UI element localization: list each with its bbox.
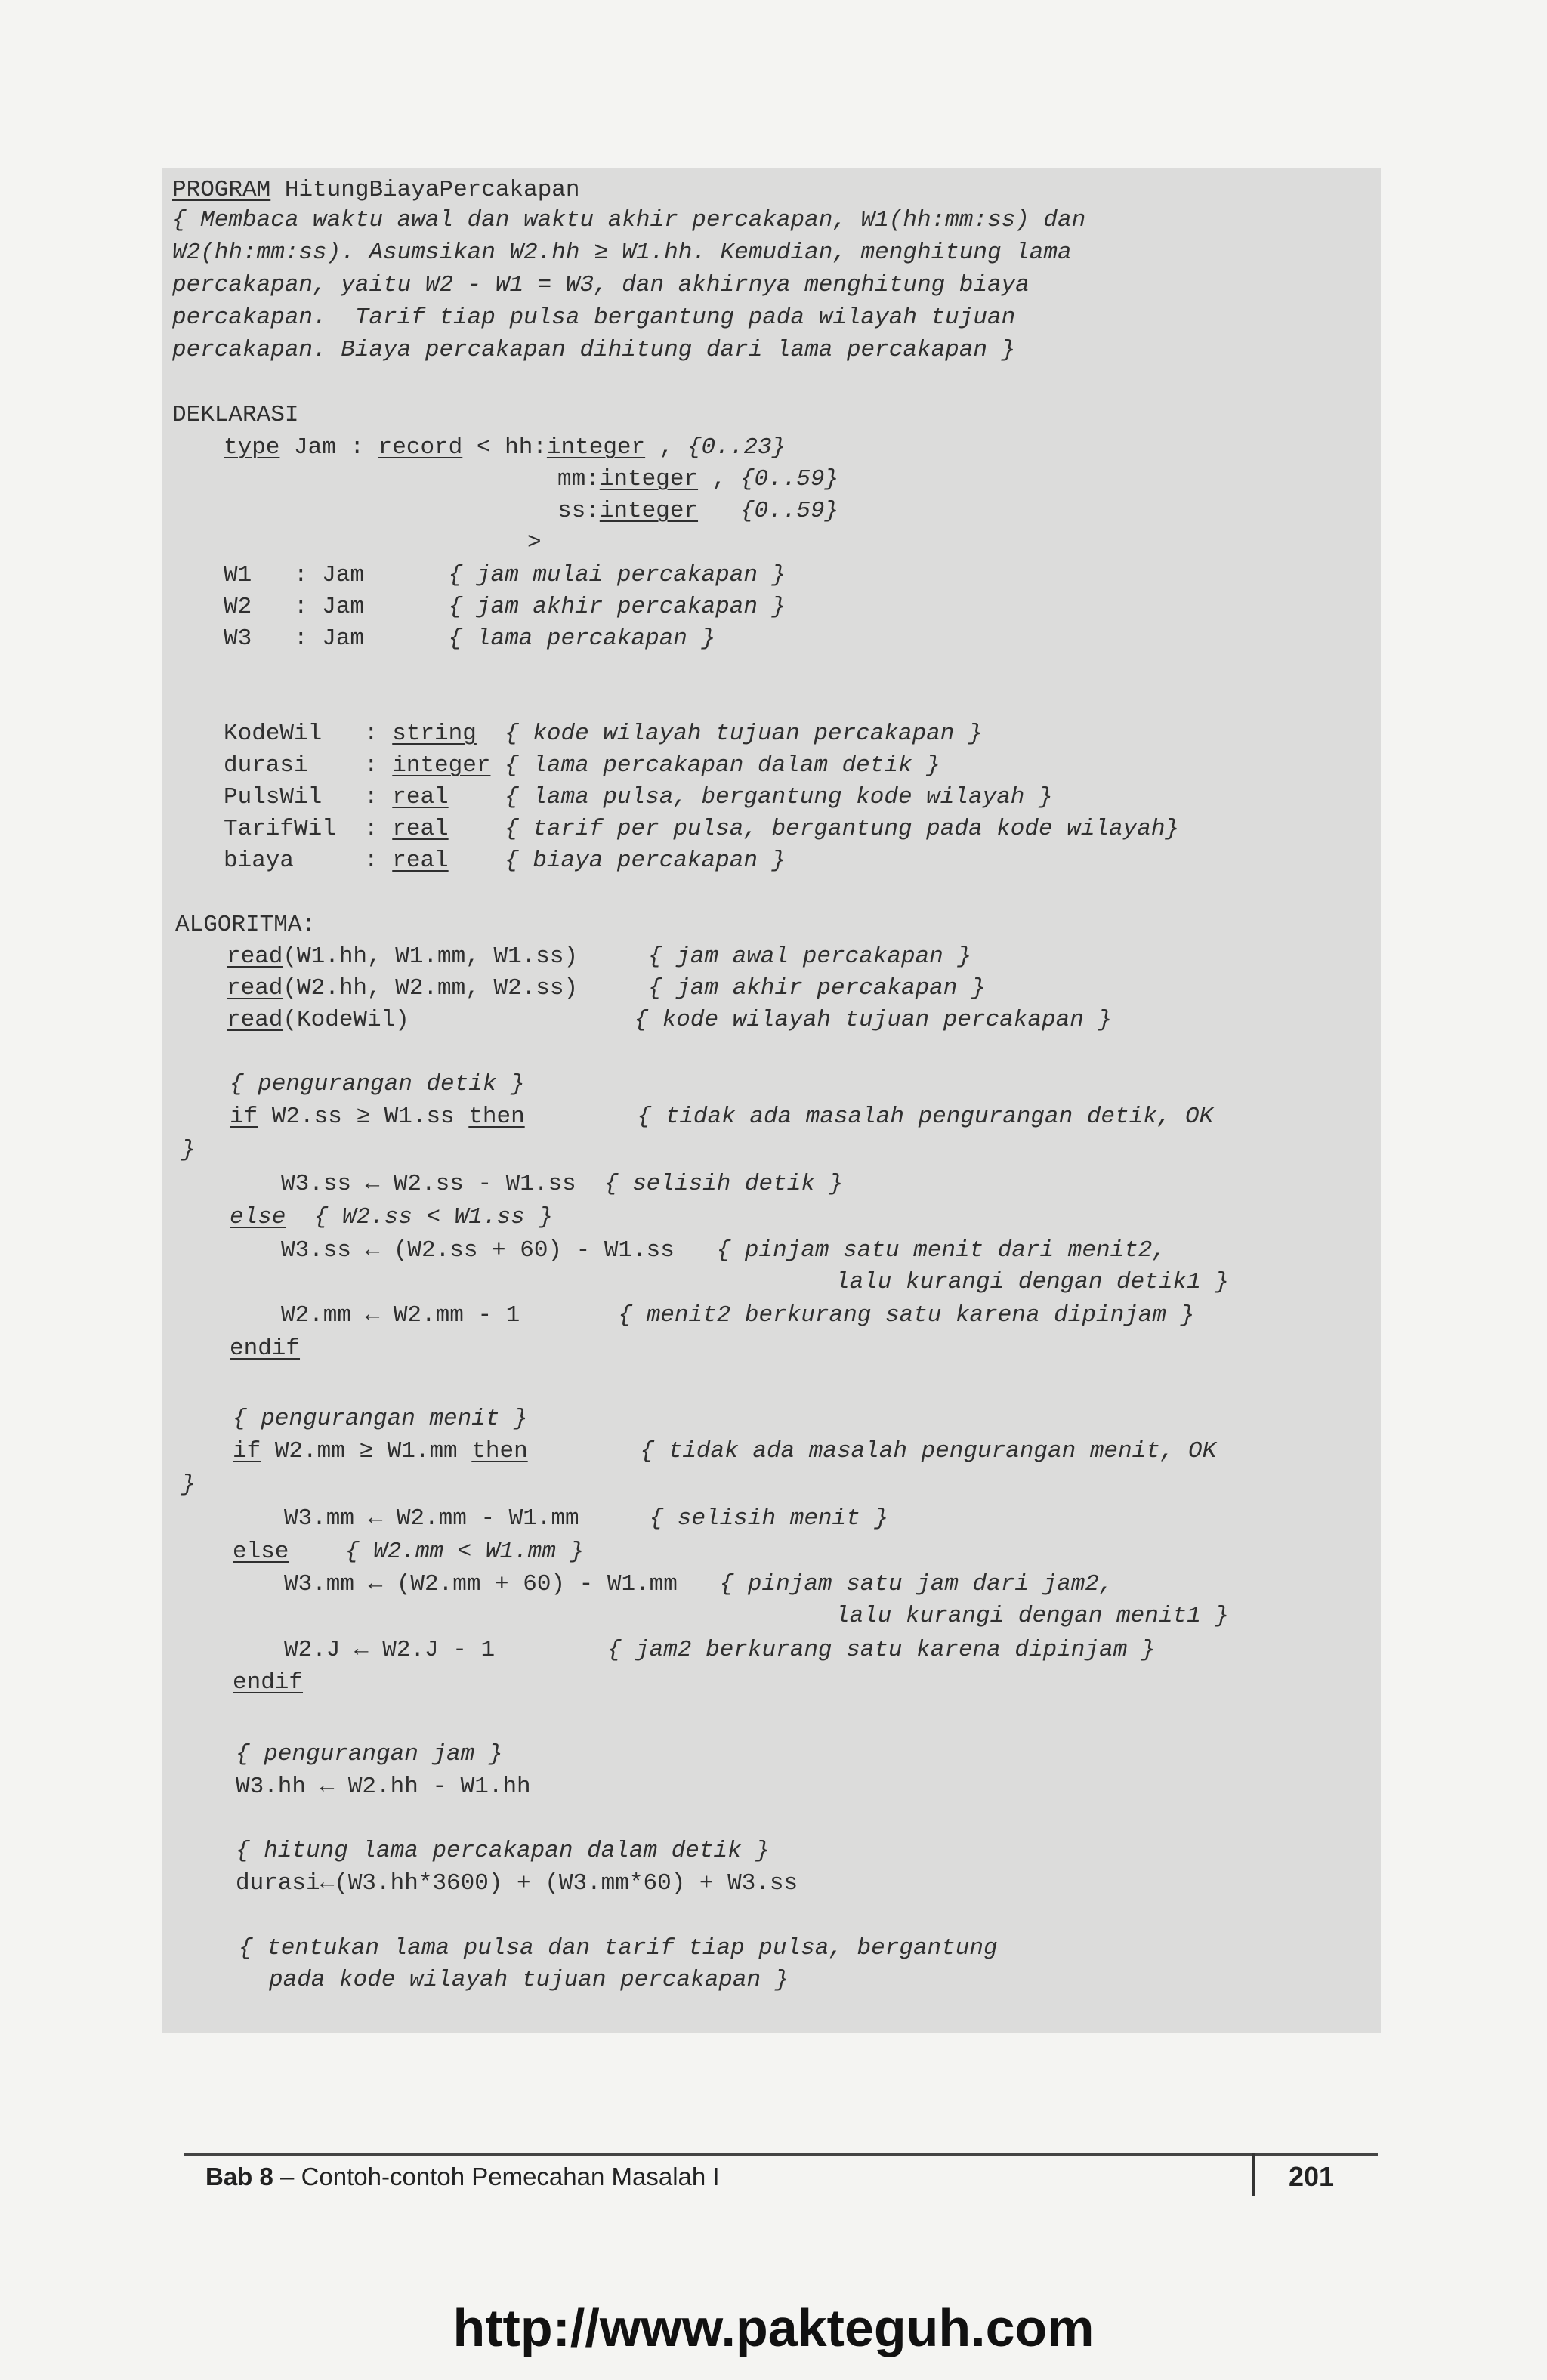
code-comment: }: [181, 1137, 196, 1163]
code-comment: { Membaca waktu awal dan waktu akhir percakapan, W1(hh:mm:ss) dan: [172, 207, 1086, 233]
code-line: [233, 1404, 528, 1434]
code-comment: { kode wilayah tujuan percakapan }: [505, 721, 983, 747]
code-line: [236, 1836, 770, 1866]
code-line: [527, 528, 542, 558]
code-text: PulsWil :: [224, 784, 393, 810]
code-line: [239, 1934, 998, 1964]
code-text: ALGORITMA:: [175, 912, 317, 938]
code-comment: percakapan, yaitu W2 - W1 = W3, dan akhirnya menghitung biaya: [172, 272, 1030, 298]
website-url: http://www.pakteguh.com: [452, 2298, 1095, 2357]
code-keyword: read: [227, 975, 283, 1002]
code-line: [835, 1267, 1229, 1298]
code-comment: { selisih detik }: [604, 1171, 844, 1197]
code-comment: { W2.ss < W1.ss }: [313, 1204, 553, 1230]
code-line: [230, 1202, 553, 1233]
code-keyword: PROGRAM: [172, 177, 271, 203]
code-text: >: [527, 529, 542, 556]
code-text: [449, 784, 505, 810]
code-comment: { menit2 berkurang satu karena dipinjam }: [618, 1302, 1195, 1329]
code-line: [233, 1668, 303, 1698]
code-line: [233, 1437, 1216, 1467]
code-comment: { pinjam satu menit dari menit2,: [716, 1237, 1166, 1264]
code-comment: {0..23}: [687, 434, 786, 461]
code-keyword: else: [233, 1539, 289, 1565]
code-text: durasi←(W3.hh*3600) + (W3.mm*60) + W3.ss: [236, 1870, 798, 1897]
code-text: [477, 721, 505, 747]
code-comment: {0..59}: [740, 466, 839, 492]
code-line: [230, 1102, 1213, 1132]
code-line: [227, 974, 986, 1004]
code-line: [233, 1537, 584, 1567]
code-text: [525, 1104, 638, 1130]
code-line: [227, 942, 971, 972]
code-comment: { pengurangan detik }: [230, 1071, 525, 1097]
code-line: [230, 1334, 300, 1364]
code-keyword: if: [233, 1438, 261, 1465]
code-keyword: integer: [599, 466, 699, 492]
code-comment: { biaya percakapan }: [505, 847, 786, 874]
code-line: [224, 592, 786, 622]
code-line: [269, 1965, 789, 1996]
code-line: [224, 433, 786, 463]
footer-separator: [1252, 2153, 1255, 2196]
code-line: [172, 175, 580, 205]
code-keyword: integer: [546, 434, 646, 461]
code-text: W2.mm ← W2.mm - 1: [281, 1302, 619, 1329]
code-keyword: integer: [599, 498, 699, 524]
code-keyword: read: [227, 943, 283, 970]
code-line: [284, 1570, 1113, 1600]
code-text: W3.ss ← (W2.ss + 60) - W1.ss: [281, 1237, 717, 1264]
code-text: [528, 1438, 641, 1465]
code-line: [227, 1005, 1112, 1036]
code-line: [281, 1169, 843, 1199]
code-keyword: type: [224, 434, 280, 461]
code-line: [224, 719, 983, 749]
code-comment: lalu kurangi dengan detik1 }: [835, 1269, 1229, 1295]
code-text: mm:: [557, 466, 600, 492]
code-comment: W2(hh:mm:ss). Asumsikan W2.hh ≥ W1.hh. Kemudian, menghitung lama: [172, 239, 1072, 266]
code-comment: { jam awal percakapan }: [648, 943, 971, 970]
code-text: W2.mm ≥ W1.mm: [261, 1438, 472, 1465]
code-line: [224, 846, 786, 876]
code-text: W3.ss ← W2.ss - W1.ss: [281, 1171, 604, 1197]
code-text: W3.hh ← W2.hh - W1.hh: [236, 1773, 531, 1800]
code-text: [286, 1204, 313, 1230]
code-line: [236, 1772, 531, 1802]
code-text: W3.mm ← W2.mm - W1.mm: [284, 1505, 650, 1532]
code-text: DEKLARASI: [172, 402, 299, 428]
code-text: TarifWil :: [224, 816, 393, 842]
code-comment: { tarif per pulsa, bergantung pada kode wilayah}: [505, 816, 1180, 842]
code-text: W3.mm ← (W2.mm + 60) - W1.mm: [284, 1571, 720, 1597]
code-comment: { jam mulai percakapan }: [448, 562, 786, 588]
code-text: W3 : Jam: [224, 625, 449, 652]
code-text: (KodeWil): [283, 1007, 635, 1033]
code-comment: { pengurangan jam }: [236, 1741, 503, 1767]
code-keyword: read: [227, 1007, 283, 1033]
code-line: [224, 624, 715, 654]
code-comment: {0..59}: [740, 498, 839, 524]
code-line: [175, 910, 316, 940]
code-text: [449, 847, 505, 874]
code-comment: lalu kurangi dengan menit1 }: [835, 1603, 1229, 1629]
code-text: W2 : Jam: [224, 594, 449, 620]
code-line: [181, 1135, 196, 1165]
code-line: [284, 1635, 1155, 1665]
code-text: [289, 1539, 344, 1565]
code-line: [835, 1601, 1229, 1631]
code-line: [172, 238, 1072, 268]
code-comment: { lama percakapan }: [448, 625, 716, 652]
code-keyword: else: [230, 1204, 286, 1230]
code-comment: { jam akhir percakapan }: [448, 594, 786, 620]
code-keyword: integer: [392, 752, 491, 779]
code-keyword: then: [471, 1438, 528, 1465]
code-text: [449, 816, 505, 842]
code-line: [224, 814, 1179, 844]
footer-rule: [184, 2153, 1378, 2156]
code-comment: { lama percakapan dalam detik }: [505, 752, 940, 779]
code-text: < hh:: [462, 434, 547, 461]
code-keyword: endif: [233, 1669, 304, 1696]
code-keyword: endif: [230, 1335, 301, 1362]
code-line: [557, 465, 838, 495]
code-text: W2.ss ≥ W1.ss: [258, 1104, 469, 1130]
code-line: [230, 1070, 525, 1100]
code-text: [490, 752, 505, 779]
code-comment: percakapan. Biaya percakapan dihitung dari lama percakapan }: [172, 337, 1016, 363]
code-comment: { tentukan lama pulsa dan tarif tiap pulsa, bergantung: [239, 1935, 998, 1962]
code-line: [557, 496, 838, 526]
code-comment: }: [181, 1471, 196, 1498]
code-line: [284, 1504, 888, 1534]
code-line: [281, 1301, 1194, 1331]
code-text: W2.J ← W2.J - 1: [284, 1637, 607, 1663]
code-comment: percakapan. Tarif tiap pulsa bergantung pada wilayah tujuan: [172, 304, 1016, 331]
code-comment: { selisih menit }: [649, 1505, 888, 1532]
code-comment: { tidak ada masalah pengurangan menit, OK: [640, 1438, 1217, 1465]
code-text: HitungBiayaPercakapan: [270, 177, 580, 203]
code-keyword: if: [230, 1104, 258, 1130]
code-comment: { tidak ada masalah pengurangan detik, OK: [637, 1104, 1214, 1130]
code-comment: { hitung lama percakapan dalam detik }: [236, 1838, 770, 1864]
code-line: [172, 270, 1030, 301]
code-line: [236, 1739, 502, 1770]
code-keyword: then: [468, 1104, 525, 1130]
footer-chapter-title: [205, 2160, 720, 2193]
code-keyword: string: [392, 721, 477, 747]
page-number: 201: [1289, 2161, 1335, 2192]
code-line: [224, 751, 940, 781]
code-text: W1 : Jam: [224, 562, 449, 588]
code-text: biaya :: [224, 847, 393, 874]
code-text: ,: [645, 434, 687, 461]
code-comment: { W2.mm < W1.mm }: [344, 1539, 585, 1565]
code-line: [224, 560, 786, 591]
code-text: durasi :: [224, 752, 393, 779]
code-keyword: real: [392, 816, 449, 842]
code-text: ss:: [557, 498, 600, 524]
code-comment: { lama pulsa, bergantung kode wilayah }: [505, 784, 1053, 810]
code-comment: { pinjam satu jam dari jam2,: [719, 1571, 1113, 1597]
code-keyword: record: [378, 434, 463, 461]
code-text: KodeWil :: [224, 721, 393, 747]
code-line: [172, 303, 1015, 333]
code-line: [224, 783, 1053, 813]
code-text: (W1.hh, W1.mm, W1.ss): [283, 943, 649, 970]
code-comment: pada kode wilayah tujuan percakapan }: [269, 1967, 789, 1993]
code-text: ,: [698, 466, 740, 492]
code-line: [172, 400, 298, 431]
code-line: [181, 1470, 196, 1500]
code-line: [236, 1869, 798, 1899]
code-text: Jam :: [279, 434, 378, 461]
code-comment: { jam akhir percakapan }: [648, 975, 986, 1002]
code-keyword: real: [392, 847, 449, 874]
code-comment: { pengurangan menit }: [233, 1406, 528, 1432]
code-comment: { kode wilayah tujuan percakapan }: [634, 1007, 1113, 1033]
footer-title-text: – Contoh-contoh Pemecahan Masalah I: [273, 2162, 720, 2190]
code-line: [281, 1236, 1166, 1266]
code-line: [172, 205, 1085, 236]
code-line: [172, 335, 1015, 366]
code-text: (W2.hh, W2.mm, W2.ss): [283, 975, 649, 1002]
code-comment: { jam2 berkurang satu karena dipinjam }: [607, 1637, 1156, 1663]
code-text: [698, 498, 740, 524]
footer-chapter: Bab 8: [205, 2162, 273, 2190]
code-keyword: real: [392, 784, 449, 810]
